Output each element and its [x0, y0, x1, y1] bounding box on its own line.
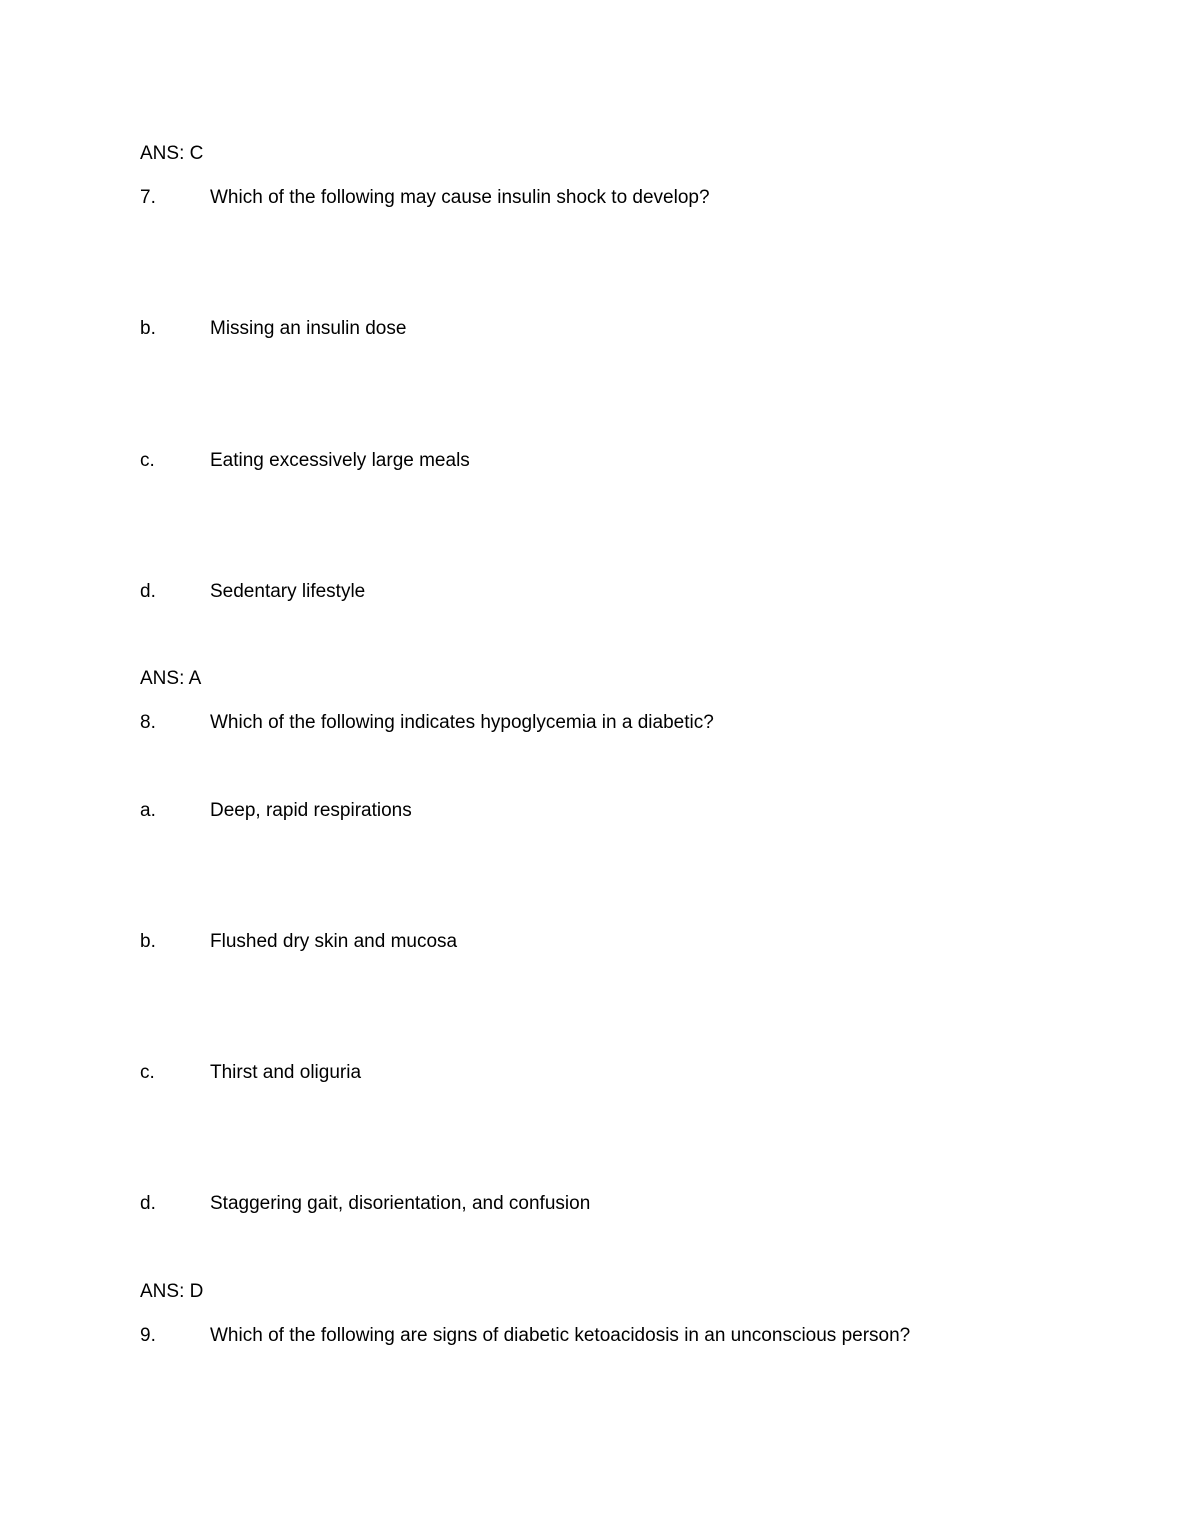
answer-text: ANS: A: [140, 668, 202, 689]
option-letter: b.: [140, 318, 156, 339]
option-letter: d.: [140, 1193, 156, 1214]
option-text: Eating excessively large meals: [210, 450, 470, 471]
option-text: Thirst and oliguria: [210, 1062, 362, 1083]
question-text: Which of the following are signs of diabetic ketoacidosis in an unconscious person?: [210, 1325, 911, 1346]
option-text: Sedentary lifestyle: [210, 581, 366, 602]
option-text: Missing an insulin dose: [210, 318, 407, 339]
option-letter: c.: [140, 450, 155, 471]
question-number: 7.: [140, 187, 156, 208]
option-text: Deep, rapid respirations: [210, 800, 412, 821]
answer-text: ANS: C: [140, 143, 204, 164]
option-letter: b.: [140, 931, 156, 952]
option-text: Flushed dry skin and mucosa: [210, 931, 458, 952]
answer-text: ANS: D: [140, 1281, 204, 1302]
option-letter: a.: [140, 800, 156, 821]
option-letter: d.: [140, 581, 156, 602]
question-text: Which of the following may cause insulin shock to develop?: [210, 187, 710, 208]
question-number: 9.: [140, 1325, 156, 1346]
question-number: 8.: [140, 712, 156, 733]
option-text: Staggering gait, disorientation, and confusion: [210, 1193, 591, 1214]
option-letter: c.: [140, 1062, 155, 1083]
question-text: Which of the following indicates hypoglycemia in a diabetic?: [210, 712, 714, 733]
